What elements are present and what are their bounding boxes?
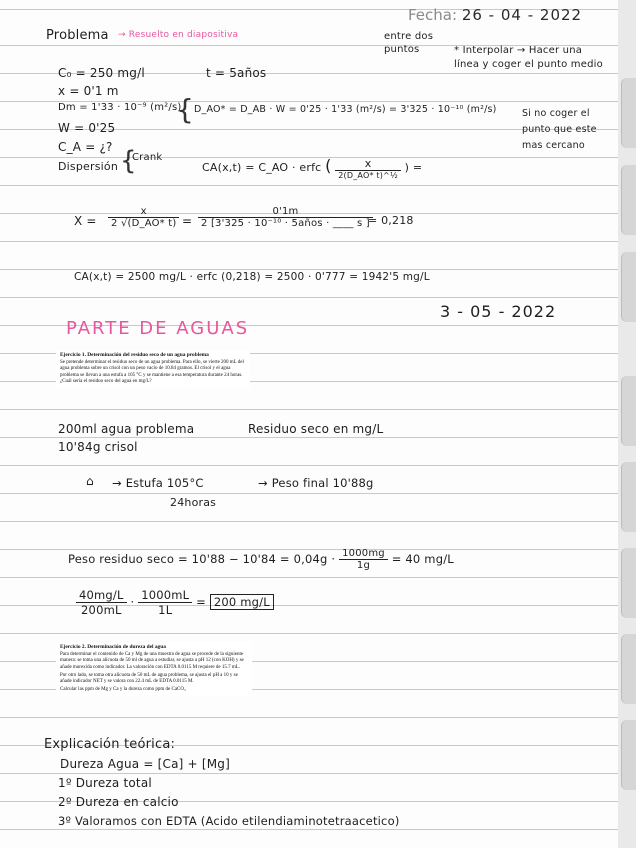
crucible-icon: ⌂ xyxy=(86,474,94,488)
note-line: 200ml agua problema xyxy=(58,422,195,436)
calc2-den: 200mL xyxy=(81,603,122,617)
section-tab[interactable] xyxy=(621,720,636,790)
section-tab[interactable] xyxy=(621,165,636,235)
exercise-2-text: Para determinar el contenido de Ca y Mg de una muestra de agua se procede de la siguiente manera: se toma una alícuota de 50 ml de agua a estudiar, se ajusta a pH 12 (con KOH) y se añade murexida como indicador. La valoración con EDTA 0.0115 M requiere de 15.7 mL. xyxy=(60,652,244,670)
given-w: W = 0'25 xyxy=(58,121,116,135)
dispersion-label: Dispersión xyxy=(58,160,119,173)
calc2-result: 200 mg/L xyxy=(210,594,274,610)
date-value: 26 - 04 - 2022 xyxy=(461,6,583,24)
x-result: = 0,218 xyxy=(368,214,414,227)
ca-formula-den: 2(D_AO* t)^½ xyxy=(338,170,398,180)
brace: { xyxy=(120,146,137,176)
section-tab[interactable] xyxy=(621,78,636,148)
calc2-num2: 1000mL xyxy=(138,588,192,603)
final-result: CA(x,t) = 2500 mg/L · erfc (0,218) = 2500 · 0'777 = 1942'5 mg/L xyxy=(74,271,430,283)
given-ca: C_A = ¿? xyxy=(58,140,113,154)
ca-formula: CA(x,t) = C_AO · erfc ( $\frac{x}{\text{2(D\_AO* t)\textasciicircum{}½}}$ ) = xyxy=(202,156,423,180)
explanation-title: Explicación teórica: xyxy=(44,737,176,752)
explanation-line: 3º Valoramos con EDTA (Acido etilendiaminotetraacetico) xyxy=(58,814,400,828)
x-formula xyxy=(108,206,179,229)
date-label: Fecha: xyxy=(408,6,458,24)
x-formula-2 xyxy=(198,206,373,229)
calc1-num: 1000mg xyxy=(339,548,388,560)
calc2-den2: 1L xyxy=(158,603,173,617)
ca-formula-fraction xyxy=(335,157,401,180)
section-tab[interactable] xyxy=(621,548,636,618)
x-den2: 2 [3'325 · 10⁻¹⁰ · 5años · ____ s ] xyxy=(201,218,370,229)
ca-formula-num: x xyxy=(335,157,401,171)
calc-line-2: $\frac{40mg/L}{200mL}$ · $\frac{1000mL}{1L}$ = 200 mg/L xyxy=(76,588,274,617)
x-equals: = xyxy=(182,214,193,228)
note-line: 24horas xyxy=(170,496,217,509)
section-tab[interactable] xyxy=(621,252,636,322)
note-line: → Peso final 10'88g xyxy=(258,476,374,490)
calc1-text: Peso residuo seco = 10'88 − 10'84 = 0,04g · xyxy=(68,552,336,566)
ca-formula-end: ) = xyxy=(404,161,423,174)
x-den: 2 √(D_AO* t) xyxy=(111,218,177,229)
side-note: Si no coger el punto que este mas cercano xyxy=(522,108,597,151)
section-title: PARTE DE AGUAS xyxy=(66,318,250,339)
exercise-2-title: Ejercicio 2. Determinación de dureza del agua xyxy=(60,644,166,650)
section-tab[interactable] xyxy=(621,462,636,532)
note-line: Residuo seco en mg/L xyxy=(248,422,384,436)
note-line: → Estufa 105°C xyxy=(112,476,204,490)
problem-title: Problema xyxy=(46,28,109,43)
section-tab[interactable] xyxy=(621,634,636,704)
section-tabs xyxy=(618,0,636,848)
side-note: * Interpolar → Hacer una línea y coger el punto medio xyxy=(454,45,603,70)
exercise-2-box xyxy=(56,642,252,697)
ca-formula-left: CA(x,t) = C_AO · erfc xyxy=(202,161,322,174)
crank-label: Crank xyxy=(132,152,163,163)
section-tab[interactable] xyxy=(621,376,636,446)
calc1-den: 1g xyxy=(356,560,371,571)
dao-formula: D_AO* = D_AB · W = 0'25 · 1'33 (m²/s) = 3'325 · 10⁻¹⁰ (m²/s) xyxy=(194,104,497,115)
calc1-result: = 40 mg/L xyxy=(391,552,454,566)
calc2-num: 40mg/L xyxy=(76,588,127,603)
exercise-2-text: Por otro lado, se toma otra alícuota de 50 mL de agua problema, se ajusta el pH a 10 y se añade indicador NET y se valora con 22.4 mL de EDTA 0.0115 M. xyxy=(60,672,238,685)
x-formula-left: X = xyxy=(74,214,97,228)
calc2-dot: · xyxy=(130,595,135,609)
problem-note: → Resuelto en diapositiva xyxy=(118,30,239,40)
x-num: x xyxy=(108,206,179,218)
section-date: 3 - 05 - 2022 xyxy=(440,302,557,321)
given-x: x = 0'1 m xyxy=(58,84,119,98)
exercise-2-text: Calcular las ppm de Mg y Ca y la dureza como ppm de CaCO₃ xyxy=(60,687,186,693)
exercise-1-box xyxy=(56,350,250,389)
x-num2: 0'1m xyxy=(198,206,373,218)
brace: { xyxy=(176,93,194,126)
explanation-line: 2º Dureza en calcio xyxy=(58,795,179,809)
given-t: t = 5años xyxy=(206,66,267,80)
explanation-line: Dureza Agua = [Ca] + [Mg] xyxy=(60,757,230,771)
given-c0: C₀ = 250 mg/l xyxy=(58,66,145,80)
explanation-line: 1º Dureza total xyxy=(58,776,152,790)
side-note: entre dos puntos xyxy=(384,31,434,55)
given-dm: Dm = 1'33 · 10⁻⁹ (m²/s) xyxy=(58,102,182,113)
note-line: 10'84g crisol xyxy=(58,440,138,454)
exercise-1-title: Ejercicio 1. Determinación del residuo seco de un agua problema xyxy=(60,352,209,358)
page-date xyxy=(408,6,582,24)
calc-line-1 xyxy=(68,548,454,571)
exercise-1-text: Se pretende determinar el residuo seco de un agua problema. Para ello, se vierte 200 mL del agua problema sobre un crisol con un peso vacío de 10.84 gramos. El crisol y el agua problema se llevan a una estufa a 105 °C y se mantiene a esa temperatura durante 24 horas. ¿Cuál sería el residuo seco del agua en mg/L? xyxy=(60,360,244,384)
